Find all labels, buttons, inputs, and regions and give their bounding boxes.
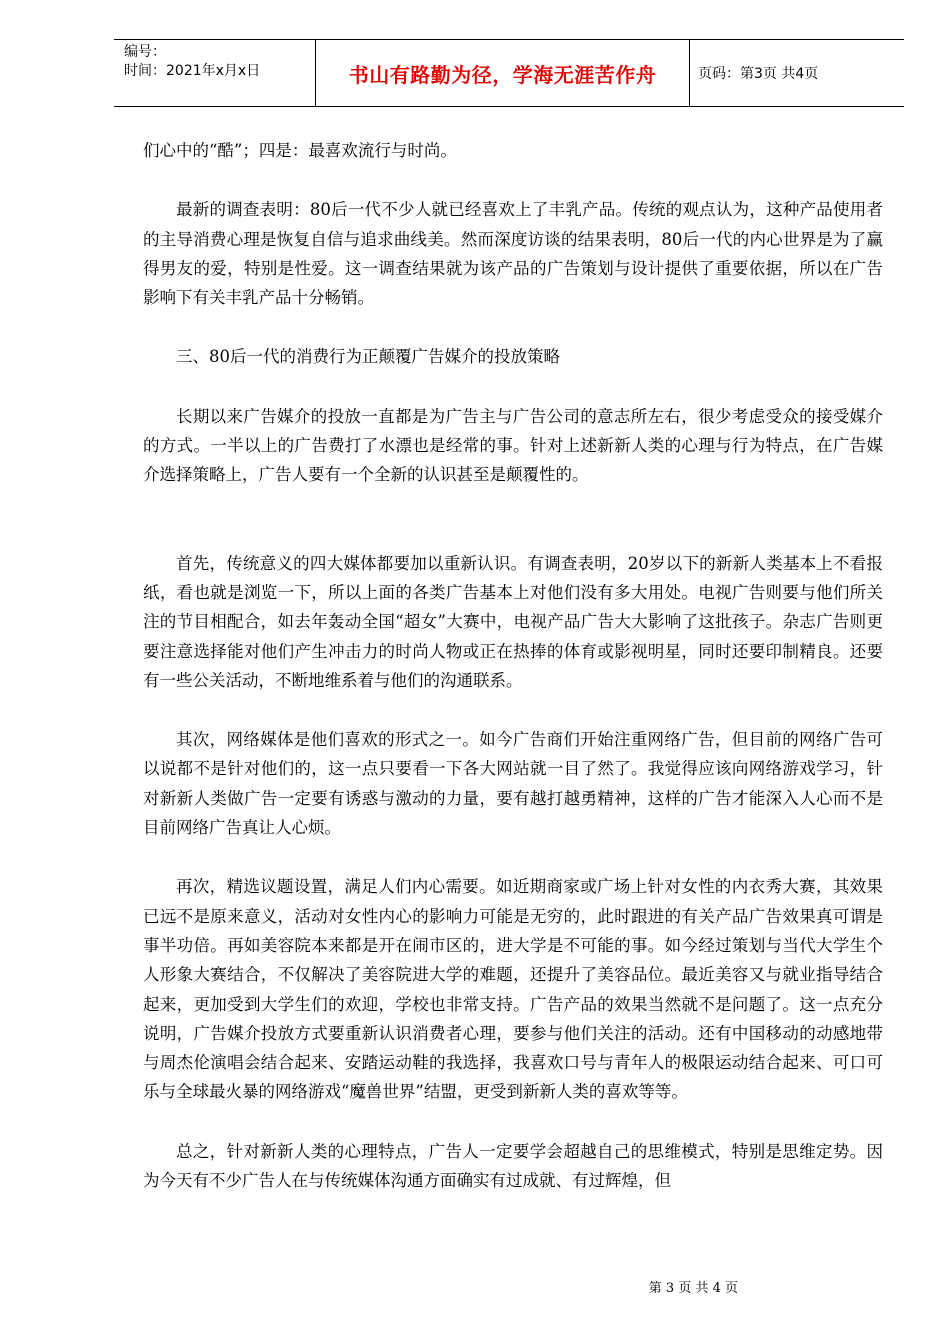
- paragraph: 首先，传统意义的四大媒体都要加以重新认识。有调查表明，20岁以下的新新人类基本上不看报纸，看也就是浏览一下，所以上面的各类广告基本上对他们没有多大用处。电视广告则要与他们所关注的节目相配合，如去年轰动全国“超女”大赛中，电视产品广告大大影响了这批孩子。杂志广告则更要注意选择能对他们产生冲击力的时尚人物或正在热捧的体育或影视明星，同时还要印制精良。还要有一些公关活动，不断地维系着与他们的沟通联系。: [143, 553, 883, 690]
- paragraph: 再次，精选议题设置，满足人们内心需要。如近期商家或广场上针对女性的内衣秀大赛，其效果已远不是原来意义，活动对女性内心的影响力可能是无穷的，此时跟进的有关产品广告效果真可谓是事半功倍。再如美容院本来都是开在闹市区的，进大学是不可能的事。如今经过策划与当代大学生个人形象大赛结合，不仅解决了美容院进大学的难题，还提升了美容品位。最近美容又与就业指导结合起来，更加受到大学生们的欢迎，学校也非常支持。广告产品的效果当然就不是问题了。这一点充分说明，广告媒介投放方式要重新认识消费者心理，要参与他们关注的活动。还有中国移动的动感地带与周杰伦演唱会结合起来、安踏运动鞋的我选择，我喜欢口号与青年人的极限运动结合起来、可口可乐与全球最火暴的网络游戏“魔兽世界”结盟，更受到新新人类的喜欢等等。: [143, 877, 883, 1102]
- header-page-label: 页码：第3页 共4页: [698, 66, 819, 82]
- paragraph: 长期以来广告媒介的投放一直都是为广告主与广告公司的意志所左右，很少考虑受众的接受媒介的方式。一半以上的广告费打了水漂也是经常的事。针对上述新新人类的心理与行为特点，在广告媒介选择策略上，广告人要有一个全新的认识甚至是颠覆性的。: [143, 406, 883, 485]
- header-time-label: 时间：2021年x月x日: [124, 63, 261, 79]
- section-heading: 三、80后一代的消费行为正颠覆广告媒介的投放策略: [176, 347, 560, 367]
- page-header: [114, 39, 904, 107]
- document-body: [143, 136, 883, 1225]
- header-meta: [114, 40, 316, 106]
- paragraph: 最新的调查表明：80后一代不少人就已经喜欢上了丰乳产品。传统的观点认为，这种产品使用者的主导消费心理是恢复自信与追求曲线美。然而深度访谈的结果表明，80后一代的内心世界是为了赢得男友的爱，特别是性爱。这一调查结果就为该产品的广告策划与设计提供了重要依据，所以在广告影响下有关丰乳产品十分畅销。: [143, 200, 883, 308]
- page-footer: [0, 1277, 950, 1296]
- footer-page-number: 第 3 页 共 4 页: [648, 1281, 738, 1296]
- header-number-label: 编号：: [124, 44, 166, 60]
- paragraph-continuation: 们心中的“酷”；四是：最喜欢流行与时尚。: [143, 141, 457, 160]
- header-motto: 书山有路勤为径，学海无涯苦作舟: [316, 40, 690, 106]
- paragraph: 总之，针对新新人类的心理特点，广告人一定要学会超越自己的思维模式，特别是思维定势。因为今天有不少广告人在与传统媒体沟通方面确实有过成就、有过辉煌，但: [143, 1141, 883, 1191]
- paragraph: 其次，网络媒体是他们喜欢的形式之一。如今广告商们开始注重网络广告，但目前的网络广告可以说都不是针对他们的，这一点只要看一下各大网站就一目了然了。我觉得应该向网络游戏学习，针对新新人类做广告一定要有诱惑与激动的力量，要有越打越勇精神，这样的广告才能深入人心而不是目前网络广告真让人心烦。: [143, 730, 883, 838]
